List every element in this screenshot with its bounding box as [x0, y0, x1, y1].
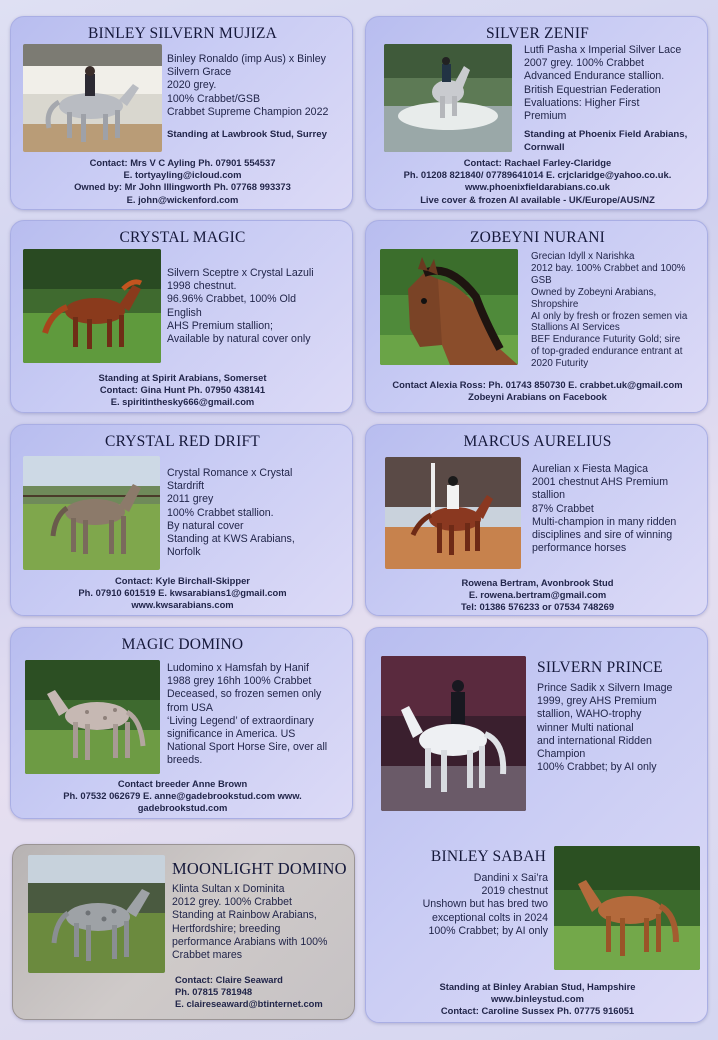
- card-zobeyni-nurani: [365, 220, 708, 413]
- horse-details: Binley Ronaldo (imp Aus) x Binley Silvern Grace 2020 grey. 100% Crabbet/GSB Crabbet Supreme Champion 2022: [167, 53, 329, 118]
- chestnut-horse-trotting-image: [23, 249, 161, 363]
- contact-info: Contact: Rachael Farley-Claridge Ph. 01208 821840/ 07789641014 E. crjclaridge@yahoo.co.uk. www.phoenixfieldarabians.co.uk Live cover & frozen AI available - UK/Europe/AUS/NZ: [403, 157, 672, 205]
- horse-details: Ludomino x Hamsfah by Hanif 1988 grey 16hh 100% Crabbet Deceased, so frozen semen only from USA ‘Living Legend’ of extraordinary significance in America. US National Sport Horse Sire, over all breeds.: [167, 662, 328, 767]
- grey-dappled-horse-image: [28, 855, 165, 973]
- standing-location: Standing at Lawbrook Stud, Surrey: [167, 129, 327, 140]
- card-binley-silvern-mujiza: [10, 16, 353, 210]
- white-horse-ridden-arena-image: [381, 656, 526, 811]
- horse-photo: [23, 44, 162, 152]
- horse-photo: [385, 457, 521, 569]
- horse-name: CRYSTAL MAGIC: [119, 229, 246, 246]
- contact-info: Contact: Mrs V C Ayling Ph. 07901 554537 E. tortyayling@icloud.com Owned by: Mr John Illingworth Ph. 07768 993373 E. john@wickenford.com: [74, 157, 291, 205]
- card-marcus-aurelius: [365, 424, 708, 616]
- horse-name: ZOBEYNI NURANI: [470, 229, 605, 246]
- horse-details: Prince Sadik x Silvern Image 1999, grey AHS Premium stallion, WAHO-trophy winner Multi national and international Ridden Champion 100% Crabbet; by AI only: [537, 682, 673, 774]
- contact-info: Contact: Kyle Birchall-Skipper Ph. 07910 601519 E. kwsarabians1@gmail.com www.kwsarabians.com: [78, 575, 287, 611]
- horse-details: Aurelian x Fiesta Magica 2001 chestnut AHS Premium stallion 87% Crabbet Multi-champion in many ridden disciplines and sire of winning performance horses: [532, 463, 677, 555]
- grey-horse-water-splash-image: [384, 44, 512, 152]
- horse-name: MOONLIGHT DOMINO: [172, 859, 347, 878]
- horse-name: MARCUS AURELIUS: [463, 433, 612, 450]
- card-crystal-red-drift: [10, 424, 353, 616]
- card-crystal-magic: [10, 220, 353, 413]
- horse-details: Dandini x Sai’ra 2019 chestnut Unshown but has bred two exceptional colts in 2024 100% Crabbet; by AI only: [422, 872, 548, 937]
- contact-info: Rowena Bertram, Avonbrook Stud E. rowena.bertram@gmail.com Tel: 01386 576233 or 07534 748269: [460, 577, 615, 613]
- contact-info: Contact breeder Anne Brown Ph. 07532 062679 E. anne@gadebrookstud.com www. gadebrookstud.com: [63, 778, 302, 814]
- horse-details: Crystal Romance x Crystal Stardrift 2011 grey 100% Crabbet stallion. By natural cover Standing at KWS Arabians, Norfolk: [167, 467, 295, 559]
- horse-photo: [554, 846, 700, 970]
- horse-name: BINLEY SABAH: [430, 848, 546, 865]
- horse-name: MAGIC DOMINO: [121, 636, 244, 653]
- horse-name: SILVERN PRINCE: [537, 659, 663, 676]
- contact-info: Contact: Claire Seaward Ph. 07815 781948 E. claireseaward@btinternet.com: [175, 974, 323, 1010]
- card-binley-stud: [365, 627, 708, 1023]
- horse-photo: [28, 855, 165, 973]
- bay-horse-head-image: [380, 249, 518, 365]
- horse-details: Klinta Sultan x Dominita 2012 grey. 100% Crabbet Standing at Rainbow Arabians, Hertfordshire; breeding performance Arabians with 100% Crabbet mares: [172, 883, 328, 962]
- horse-details: Grecian Idyll x Narishka 2012 bay. 100% Crabbet and 100% GSB Owned by Zobeyni Arabians, Shropshire AI only by fresh or frozen semen via Stallions AI Services BEF Endurance Futurity Gold; sire of top-graded endurance entrant at 2020 Futurity: [531, 251, 688, 370]
- standing-location: Standing at Phoenix Field Arabians, Cornwall: [524, 129, 688, 153]
- grey-horse-portrait-image: [25, 660, 160, 774]
- contact-info: Standing at Binley Arabian Stud, Hampshire www.binleystud.com Contact: Caroline Sussex Ph. 07775 916051: [439, 981, 636, 1017]
- horse-photo: [381, 656, 526, 811]
- contact-info: Contact Alexia Ross: Ph. 01743 850730 E. crabbet.uk@gmail.com Zobeyni Arabians on Facebook: [392, 379, 683, 403]
- horse-photo: [384, 44, 512, 152]
- horse-name: SILVER ZENIF: [485, 25, 589, 42]
- chestnut-horse-ridden-jumping-image: [385, 457, 521, 569]
- horse-photo: [23, 456, 160, 570]
- horse-name: BINLEY SILVERN MUJIZA: [87, 25, 278, 42]
- horse-details: Lutfi Pasha x Imperial Silver Lace 2007 grey. 100% Crabbet Advanced Endurance stallion. British Equestrian Federation Evaluations: Higher First Premium: [524, 44, 682, 123]
- card-moonlight-domino: [12, 844, 355, 1020]
- grey-horse-ridden-image: [23, 44, 162, 152]
- card-silver-zenif: [365, 16, 708, 210]
- horse-name: CRYSTAL RED DRIFT: [105, 433, 260, 450]
- chestnut-horse-trotting-image: [554, 846, 700, 970]
- horse-photo: [380, 249, 518, 365]
- card-magic-domino: [10, 627, 353, 819]
- horse-photo: [25, 660, 160, 774]
- horse-details: Silvern Sceptre x Crystal Lazuli 1998 chestnut. 96.96% Crabbet, 100% Old English AHS Premium stallion; Available by natural cover only: [167, 267, 314, 346]
- grey-horse-standing-image: [23, 456, 160, 570]
- horse-photo: [23, 249, 161, 363]
- contact-info: Standing at Spirit Arabians, Somerset Contact: Gina Hunt Ph. 07950 438141 E. spiritinthesky666@gmail.com: [98, 372, 267, 408]
